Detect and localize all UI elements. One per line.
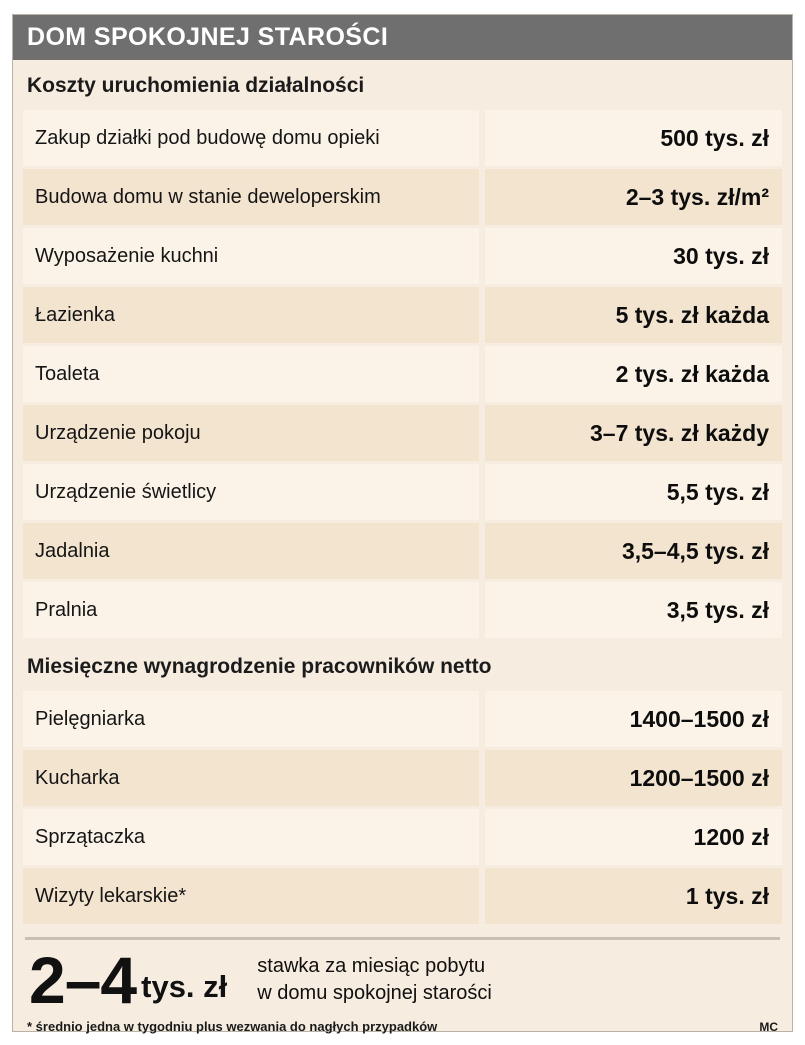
title-bar <box>13 15 792 60</box>
summary-amount: 2–4 <box>29 943 137 1017</box>
row-label: Wizyty lekarskie* <box>23 868 479 924</box>
row-label: Łazienka <box>23 287 479 343</box>
row-label: Urządzenie świetlicy <box>23 464 479 520</box>
table-row <box>23 110 782 166</box>
infographic-panel <box>12 14 793 1032</box>
summary-description <box>257 953 492 1007</box>
row-label: Kucharka <box>23 750 479 806</box>
row-label: Pralnia <box>23 582 479 638</box>
summary-block <box>13 940 792 1017</box>
row-value: 1200–1500 zł <box>485 750 782 806</box>
row-value: 3–7 tys. zł każdy <box>485 405 782 461</box>
row-label: Zakup działki pod budowę domu opieki <box>23 110 479 166</box>
row-value: 5 tys. zł każda <box>485 287 782 343</box>
section-heading-startup-costs: Koszty uruchomienia działalności <box>13 60 792 110</box>
row-value: 5,5 tys. zł <box>485 464 782 520</box>
row-label: Urządzenie pokoju <box>23 405 479 461</box>
table-row <box>23 169 782 225</box>
row-value: 1200 zł <box>485 809 782 865</box>
table-row <box>23 346 782 402</box>
table-row <box>23 464 782 520</box>
row-value: 2 tys. zł każda <box>485 346 782 402</box>
row-label: Toaleta <box>23 346 479 402</box>
table-row <box>23 582 782 638</box>
table-row <box>23 750 782 806</box>
row-value: 30 tys. zł <box>485 228 782 284</box>
row-value: 500 tys. zł <box>485 110 782 166</box>
table-row <box>23 691 782 747</box>
table-startup-costs <box>13 110 792 641</box>
row-value: 3,5–4,5 tys. zł <box>485 523 782 579</box>
table-row <box>23 809 782 865</box>
section-heading-salaries: Miesięczne wynagrodzenie pracowników netto <box>13 641 792 691</box>
footer <box>13 1011 792 1034</box>
table-row <box>23 228 782 284</box>
table-row <box>23 523 782 579</box>
author-credit: MC <box>759 1019 778 1034</box>
row-label: Pielęgniarka <box>23 691 479 747</box>
row-value: 2–3 tys. zł/m² <box>485 169 782 225</box>
row-label: Sprzątaczka <box>23 809 479 865</box>
summary-unit: tys. zł <box>141 968 228 1004</box>
footnote-text: * średnio jedna w tygodniu plus wezwania do nagłych przypadków <box>27 1018 438 1034</box>
table-row <box>23 405 782 461</box>
table-row <box>23 868 782 924</box>
summary-description-line2: w domu spokojnej starości <box>257 982 492 1005</box>
page-title: DOM SPOKOJNEJ STAROŚCI <box>27 23 389 51</box>
row-label: Jadalnia <box>23 523 479 579</box>
table-salaries <box>13 691 792 927</box>
summary-description-line1: stawka za miesiąc pobytu <box>257 955 486 978</box>
row-value: 1400–1500 zł <box>485 691 782 747</box>
row-label: Wyposażenie kuchni <box>23 228 479 284</box>
table-row <box>23 287 782 343</box>
row-value: 1 tys. zł <box>485 868 782 924</box>
row-value: 3,5 tys. zł <box>485 582 782 638</box>
row-label: Budowa domu w stanie deweloperskim <box>23 169 479 225</box>
